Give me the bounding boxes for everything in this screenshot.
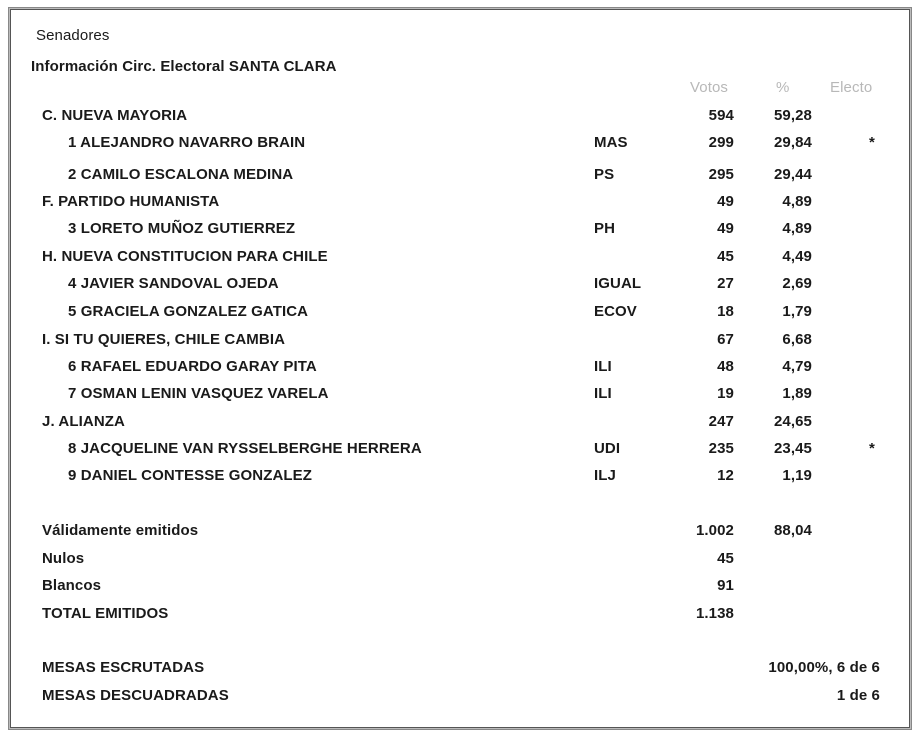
header-pct: % (776, 79, 790, 96)
candidate-name: 8 JACQUELINE VAN RYSSELBERGHE HERRERA (68, 440, 422, 457)
header-votos: Votos (689, 79, 728, 96)
pact-name: H. NUEVA CONSTITUCION PARA CHILE (42, 248, 328, 265)
total-label: Blancos (42, 577, 102, 594)
party-code: ILI (594, 358, 612, 375)
candidate-name: 4 JAVIER SANDOVAL OJEDA (68, 275, 279, 292)
total-label: Válidamente emitidos (42, 522, 199, 539)
votos-value: 247 (708, 413, 734, 430)
electo-mark: * (869, 440, 875, 457)
votos-value: 12 (717, 467, 734, 484)
party-code: PS (594, 166, 615, 183)
pct-value: 1,89 (782, 385, 812, 402)
votos-value: 19 (717, 385, 734, 402)
pct-value: 29,84 (773, 134, 812, 151)
pct-value: 23,45 (773, 440, 812, 457)
document-title: Senadores (36, 27, 110, 44)
party-code: UDI (594, 440, 621, 457)
party-code: ILI (594, 385, 612, 402)
total-label: TOTAL EMITIDOS (42, 605, 169, 622)
votos-value: 299 (708, 134, 734, 151)
votos-value: 45 (717, 248, 734, 265)
candidate-name: 7 OSMAN LENIN VASQUEZ VARELA (68, 385, 329, 402)
votos-value: 295 (708, 166, 734, 183)
pct-value: 24,65 (773, 413, 812, 430)
header-electo: Electo (830, 79, 873, 96)
votos-value: 48 (717, 358, 734, 375)
party-code: MAS (594, 134, 628, 151)
total-votos: 1.002 (695, 522, 734, 539)
party-code: ECOV (594, 303, 637, 320)
pct-value: 6,68 (782, 331, 812, 348)
pct-value: 1,79 (782, 303, 812, 320)
total-votos: 45 (717, 550, 734, 567)
pact-name: I. SI TU QUIERES, CHILE CAMBIA (42, 331, 286, 348)
pct-value: 4,89 (782, 193, 812, 210)
pct-value: 29,44 (773, 166, 812, 183)
pact-name: J. ALIANZA (42, 413, 125, 430)
mesas-label: MESAS DESCUADRADAS (42, 687, 229, 704)
total-pct: 88,04 (773, 522, 812, 539)
votos-value: 49 (717, 220, 734, 237)
votos-value: 27 (717, 275, 734, 292)
pact-name: F. PARTIDO HUMANISTA (42, 193, 220, 210)
pct-value: 4,79 (782, 358, 812, 375)
mesas-value: 100,00%, 6 de 6 (768, 659, 880, 676)
document-subtitle: Información Circ. Electoral SANTA CLARA (31, 58, 337, 75)
pact-name: C. NUEVA MAYORIA (42, 107, 188, 124)
total-votos: 91 (717, 577, 734, 594)
votos-value: 594 (708, 107, 734, 124)
pct-value: 4,89 (782, 220, 812, 237)
candidate-name: 9 DANIEL CONTESSE GONZALEZ (68, 467, 313, 484)
electo-mark: * (869, 134, 875, 151)
votos-value: 49 (717, 193, 734, 210)
mesas-label: MESAS ESCRUTADAS (42, 659, 205, 676)
candidate-name: 5 GRACIELA GONZALEZ GATICA (68, 303, 309, 320)
party-code: ILJ (594, 467, 616, 484)
total-votos: 1.138 (695, 605, 734, 622)
pct-value: 4,49 (782, 248, 812, 265)
candidate-name: 3 LORETO MUÑOZ GUTIERREZ (68, 220, 296, 237)
candidate-name: 2 CAMILO ESCALONA MEDINA (68, 166, 294, 183)
candidate-name: 1 ALEJANDRO NAVARRO BRAIN (68, 134, 306, 151)
pct-value: 59,28 (773, 107, 812, 124)
votos-value: 67 (717, 331, 734, 348)
candidate-name: 6 RAFAEL EDUARDO GARAY PITA (68, 358, 317, 375)
party-code: PH (594, 220, 616, 237)
votos-value: 18 (717, 303, 734, 320)
mesas-value: 1 de 6 (836, 687, 880, 704)
party-code: IGUAL (594, 275, 642, 292)
pct-value: 1,19 (782, 467, 812, 484)
total-label: Nulos (42, 550, 85, 567)
pct-value: 2,69 (782, 275, 812, 292)
votos-value: 235 (708, 440, 734, 457)
